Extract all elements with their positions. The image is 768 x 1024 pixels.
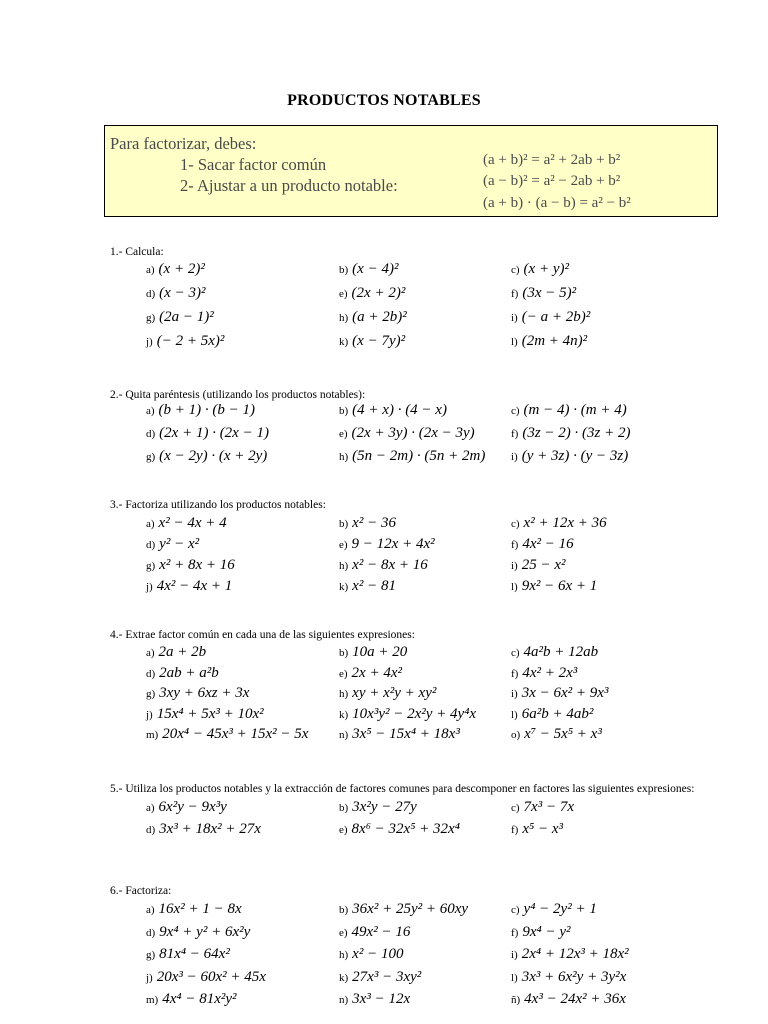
exercise-item (339, 402, 447, 419)
item-label: j) (146, 708, 153, 721)
item-label: d) (146, 667, 156, 680)
item-expression: (2x + 2)² (351, 285, 406, 301)
item-expression: 7x³ − 7x (523, 799, 574, 815)
exercise-item (511, 799, 574, 816)
item-label: a) (146, 264, 155, 276)
exercise-item (146, 333, 224, 350)
exercise-item (146, 578, 232, 595)
exercise-row (110, 261, 720, 285)
item-expression: (2x + 3y) · (2x − 3y) (351, 425, 475, 441)
item-expression: x⁷ − 5x⁵ + x³ (524, 726, 602, 742)
item-label: h) (339, 451, 349, 463)
item-label: l) (511, 708, 518, 721)
item-label: b) (339, 518, 349, 530)
item-expression: xy + x²y + xy² (352, 685, 437, 701)
exercise-item (339, 706, 476, 723)
item-expression: (b + 1) · (b − 1) (158, 402, 256, 418)
item-label: f) (511, 926, 519, 939)
item-expression: (y + 3z) · (y − 3z) (521, 448, 629, 464)
exercise-3 (110, 499, 720, 599)
exercise-5 (110, 783, 720, 843)
exercise-row (110, 285, 720, 309)
exercise-item (146, 706, 264, 723)
exercise-item (339, 901, 468, 918)
item-expression: 6x²y − 9x³y (158, 799, 227, 815)
exercise-heading: 2.- Quita paréntesis (utilizando los productos notables): (110, 389, 366, 401)
exercise-item (339, 536, 435, 553)
exercise-item (339, 261, 398, 278)
exercise-item (511, 448, 628, 465)
item-label: f) (511, 539, 519, 551)
item-label: k) (339, 971, 349, 984)
item-expression: 2ab + a²b (159, 664, 219, 681)
item-label: k) (339, 581, 349, 593)
item-expression: 10a + 20 (352, 644, 408, 660)
item-expression: (2x + 1) · (2x − 1) (159, 425, 269, 441)
exercise-item (339, 425, 475, 442)
item-expression: 36x² + 25y² + 60xy (352, 901, 469, 917)
exercise-item (511, 285, 576, 302)
exercise-item (339, 557, 428, 574)
exercise-item (511, 706, 593, 723)
exercise-item (339, 726, 460, 743)
item-label: j) (146, 971, 153, 984)
item-label: l) (511, 971, 518, 984)
item-label: b) (339, 405, 349, 417)
item-label: i) (511, 312, 518, 324)
item-expression: 2x + 4x² (351, 664, 402, 681)
item-label: g) (146, 451, 156, 463)
item-label: c) (511, 647, 520, 659)
exercise-item (511, 402, 627, 419)
item-label: k) (339, 708, 349, 721)
exercise-row (110, 309, 720, 333)
item-expression: 4x² − 4x + 1 (156, 578, 233, 594)
exercise-item (339, 969, 421, 986)
item-label: j) (146, 336, 153, 348)
item-expression: 4x⁴ − 81x²y² (162, 991, 237, 1007)
item-expression: 4x² − 16 (522, 536, 574, 552)
exercise-item (146, 924, 250, 941)
exercise-heading: 3.- Factoriza utilizando los productos notables: (110, 499, 326, 511)
item-expression: 3xy + 6xz + 3x (159, 685, 250, 701)
item-expression: 25 − x² (521, 557, 566, 573)
item-expression: x² − 8x + 16 (352, 557, 428, 573)
item-expression: 9x² − 6x + 1 (521, 578, 598, 594)
item-expression: 16x² + 1 − 8x (158, 901, 242, 917)
item-expression: 9x⁴ + y² + 6x²y (159, 923, 251, 940)
exercise-row (110, 991, 720, 1014)
exercise-item (146, 402, 255, 419)
exercise-row (110, 685, 720, 706)
item-label: e) (339, 824, 348, 836)
item-label: c) (511, 904, 520, 916)
exercise-item (511, 557, 566, 574)
item-label: n) (339, 729, 349, 741)
item-label: a) (146, 904, 155, 916)
item-expression: (x − 3)² (159, 285, 206, 301)
formula-square-sum: (a + b)² = a² + 2ab + b² (483, 152, 621, 168)
item-expression: (x + y)² (523, 261, 569, 277)
item-label: d) (146, 926, 156, 939)
exercise-item (146, 946, 230, 963)
item-expression: (2a − 1)² (159, 309, 214, 325)
item-label: o) (511, 729, 521, 741)
item-expression: 6a²b + 4ab² (521, 705, 594, 722)
item-expression: 2a + 2b (158, 644, 207, 660)
item-label: a) (146, 647, 155, 659)
item-label: d) (146, 428, 156, 440)
exercise-item (339, 946, 403, 963)
item-expression: (x + 2)² (158, 261, 205, 277)
tip-box (104, 125, 718, 217)
item-label: c) (511, 802, 520, 814)
exercise-item (146, 515, 227, 532)
exercise-heading: 4.- Extrae factor común en cada una de las siguientes expresiones: (110, 629, 415, 641)
item-label: f) (511, 824, 519, 836)
exercise-item (339, 799, 417, 816)
item-expression: 15x⁴ + 5x³ + 10x² (156, 705, 264, 722)
item-expression: 3x³ + 18x² + 27x (159, 821, 261, 837)
item-expression: (3x − 5)² (522, 285, 577, 301)
item-expression: 9 − 12x + 4x² (351, 536, 435, 552)
item-label: d) (146, 539, 156, 551)
exercise-row (110, 706, 720, 727)
item-expression: 27x³ − 3xy² (352, 968, 422, 985)
item-label: h) (339, 312, 349, 324)
item-expression: 4x³ − 24x² + 36x (524, 991, 626, 1007)
exercise-item (339, 991, 410, 1008)
exercise-item (339, 644, 407, 661)
item-expression: x² − 81 (352, 578, 396, 594)
exercise-item (339, 685, 436, 702)
exercise-heading: 1.- Calcula: (110, 246, 164, 258)
item-expression: 81x⁴ − 64x² (159, 946, 230, 962)
exercise-item (339, 285, 405, 302)
item-expression: 3x²y − 27y (352, 799, 417, 815)
exercise-item (511, 536, 574, 553)
item-label: h) (339, 949, 349, 961)
exercise-item (146, 536, 199, 553)
exercise-item (511, 309, 590, 326)
page-title: PRODUCTOS NOTABLES (287, 92, 481, 109)
exercise-item (146, 799, 227, 816)
item-label: m) (146, 994, 159, 1006)
item-expression: x² − 36 (352, 515, 396, 531)
exercise-item (511, 665, 577, 682)
exercise-item (146, 969, 266, 986)
formula-square-difference: (a − b)² = a² − 2ab + b² (483, 173, 621, 189)
item-expression: 20x⁴ − 45x³ + 15x² − 5x (162, 726, 309, 742)
item-label: g) (146, 312, 156, 324)
tip-line-3: 2- Ajustar a un producto notable: (180, 176, 398, 195)
item-label: n) (339, 994, 349, 1006)
item-expression: (5n − 2m) · (5n + 2m) (352, 448, 486, 464)
exercise-row (110, 578, 720, 599)
item-label: a) (146, 802, 155, 814)
exercise-item (146, 261, 205, 278)
item-label: h) (339, 560, 349, 572)
item-expression: x² + 8x + 16 (159, 557, 235, 573)
item-expression: (x − 7y)² (352, 333, 406, 349)
exercise-item (146, 726, 308, 743)
item-expression: (m − 4) · (m + 4) (523, 402, 627, 418)
exercise-item (146, 685, 249, 702)
item-label: ñ) (511, 994, 521, 1006)
item-expression: 10x³y² − 2x²y + 4y⁴x (352, 705, 477, 722)
item-label: e) (339, 539, 348, 551)
exercise-2 (110, 389, 720, 471)
exercise-item (511, 261, 569, 278)
exercise-row (110, 448, 720, 471)
item-label: k) (339, 336, 349, 348)
exercise-row (110, 799, 720, 821)
exercise-row (110, 946, 720, 969)
exercise-row (110, 557, 720, 578)
exercise-row (110, 515, 720, 536)
item-expression: x⁵ − x³ (522, 821, 563, 837)
exercise-item (511, 946, 629, 963)
exercise-item (146, 665, 219, 682)
exercise-heading: 6.- Factoriza: (110, 885, 172, 897)
exercise-row (110, 402, 720, 425)
exercise-item (511, 821, 563, 838)
exercise-item (511, 901, 597, 918)
item-label: f) (511, 428, 519, 440)
exercise-item (511, 333, 587, 350)
item-label: i) (511, 560, 518, 572)
exercise-item (339, 821, 460, 838)
item-label: d) (146, 288, 156, 300)
exercise-row (110, 536, 720, 557)
exercise-item (146, 991, 237, 1008)
item-expression: 4a²b + 12ab (523, 644, 599, 660)
exercise-6 (110, 885, 720, 1014)
item-label: e) (339, 428, 348, 440)
item-expression: 3x³ − 12x (352, 991, 411, 1007)
item-label: h) (339, 688, 349, 700)
item-expression: 20x³ − 60x² + 45x (156, 968, 266, 985)
item-label: a) (146, 405, 155, 417)
item-expression: (3z − 2) · (3z + 2) (522, 425, 631, 441)
item-expression: 3x⁵ − 15x⁴ + 18x³ (352, 726, 460, 742)
exercise-item (339, 309, 407, 326)
exercise-item (511, 578, 597, 595)
exercise-item (146, 821, 261, 838)
item-expression: y⁴ − 2y² + 1 (523, 901, 597, 917)
exercise-item (146, 901, 242, 918)
exercise-item (511, 515, 607, 532)
item-expression: 3x³ + 6x²y + 3y²x (521, 968, 627, 985)
exercise-item (511, 644, 598, 661)
item-label: i) (511, 949, 518, 961)
exercise-row (110, 901, 720, 924)
item-label: f) (511, 667, 519, 680)
item-label: b) (339, 647, 349, 659)
item-label: a) (146, 518, 155, 530)
item-expression: (2m + 4n)² (521, 333, 588, 349)
item-label: l) (511, 336, 518, 348)
exercise-item (146, 425, 269, 442)
exercise-item (511, 924, 570, 941)
item-expression: 49x² − 16 (351, 923, 411, 940)
tip-line-2: 1- Sacar factor común (180, 155, 327, 174)
exercise-row (110, 644, 720, 665)
exercise-item (146, 448, 267, 465)
item-label: j) (146, 581, 153, 593)
item-label: m) (146, 729, 159, 741)
exercise-item (511, 425, 630, 442)
item-expression: x² − 100 (352, 946, 404, 962)
exercise-item (511, 726, 602, 743)
exercise-item (511, 969, 626, 986)
exercise-heading: 5.- Utiliza los productos notables y la extracción de factores comunes para descomponer en factores las siguientes expresiones: (110, 783, 695, 795)
item-expression: (− a + 2b)² (521, 309, 591, 325)
item-expression: (a + 2b)² (352, 309, 407, 325)
exercise-1 (110, 246, 720, 357)
exercise-row (110, 726, 720, 747)
item-expression: 9x⁴ − y² (522, 923, 571, 940)
item-label: e) (339, 667, 348, 680)
item-label: g) (146, 949, 156, 961)
exercise-item (339, 924, 410, 941)
item-expression: x² + 12x + 36 (523, 515, 607, 531)
item-expression: y² − x² (159, 536, 200, 552)
item-label: i) (511, 451, 518, 463)
exercise-item (339, 515, 396, 532)
formula-sum-by-difference: (a + b) · (a − b) = a² − b² (483, 195, 631, 211)
item-label: e) (339, 926, 348, 939)
exercise-item (339, 448, 485, 465)
exercise-row (110, 821, 720, 843)
exercise-item (146, 644, 206, 661)
item-label: c) (511, 518, 520, 530)
item-expression: 4x² + 2x³ (522, 664, 578, 681)
exercise-row (110, 333, 720, 357)
exercise-row (110, 665, 720, 686)
item-expression: (x − 4)² (352, 261, 399, 277)
exercise-item (511, 991, 626, 1008)
exercise-item (146, 285, 205, 302)
item-expression: 2x⁴ + 12x³ + 18x² (521, 946, 629, 962)
item-label: g) (146, 560, 156, 572)
exercise-row (110, 924, 720, 947)
exercise-4 (110, 629, 720, 747)
exercise-item (339, 333, 405, 350)
item-label: f) (511, 288, 519, 300)
item-expression: x² − 4x + 4 (158, 515, 227, 531)
item-label: d) (146, 824, 156, 836)
item-expression: (x − 2y) · (x + 2y) (159, 448, 268, 464)
item-label: e) (339, 288, 348, 300)
item-expression: (− 2 + 5x)² (156, 333, 225, 349)
item-label: c) (511, 264, 520, 276)
exercise-row (110, 969, 720, 992)
item-expression: (4 + x) · (4 − x) (352, 402, 447, 418)
item-label: l) (511, 581, 518, 593)
exercise-row (110, 425, 720, 448)
item-label: b) (339, 802, 349, 814)
item-label: g) (146, 688, 156, 700)
exercise-item (146, 309, 214, 326)
item-label: b) (339, 904, 349, 916)
exercise-item (339, 578, 396, 595)
item-label: c) (511, 405, 520, 417)
item-label: i) (511, 688, 518, 700)
item-label: b) (339, 264, 349, 276)
exercise-item (339, 665, 402, 682)
exercise-item (146, 557, 235, 574)
item-expression: 3x − 6x² + 9x³ (521, 685, 609, 701)
exercise-item (511, 685, 608, 702)
tip-line-1: Para factorizar, debes: (110, 134, 257, 153)
item-expression: 8x⁶ − 32x⁵ + 32x⁴ (351, 821, 460, 837)
